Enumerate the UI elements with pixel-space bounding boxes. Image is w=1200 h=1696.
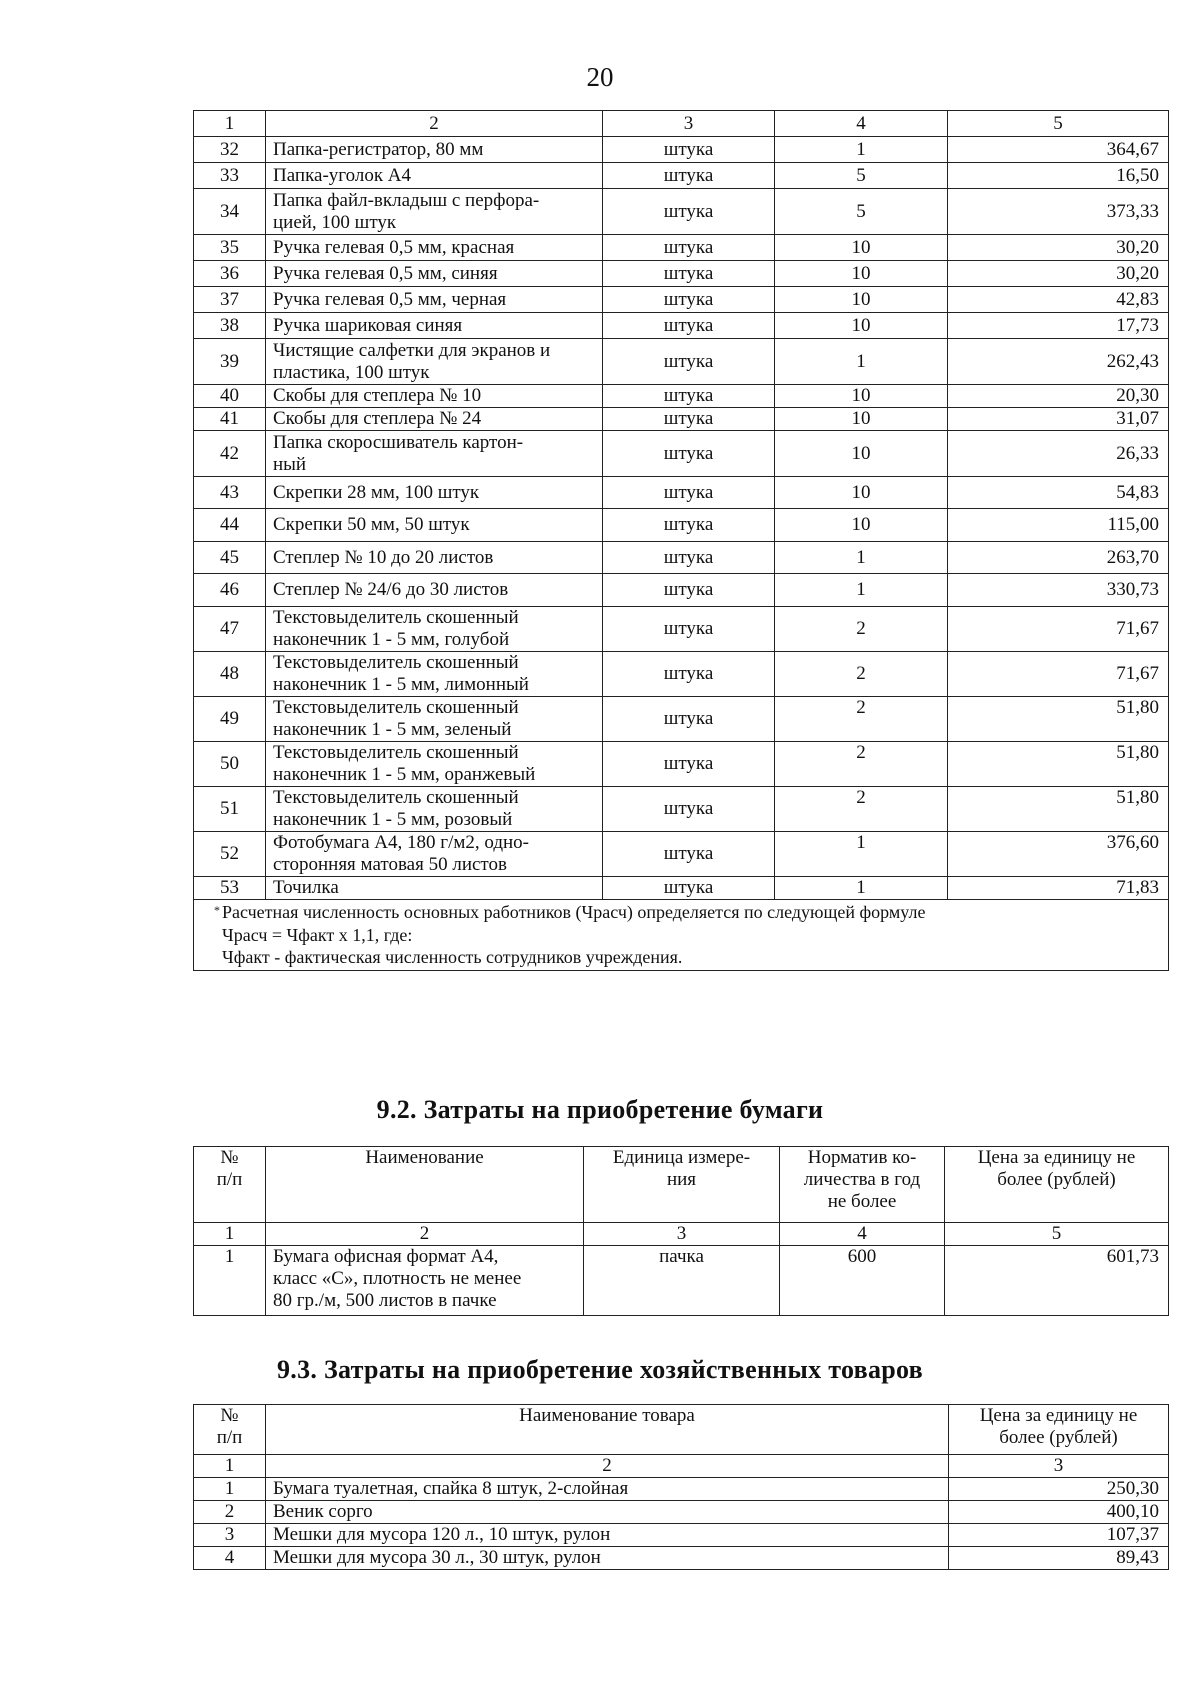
- price: 263,70: [948, 542, 1169, 574]
- item-name: [266, 137, 603, 163]
- row-number: 44: [194, 509, 266, 542]
- item-name-line: наконечник 1 - 5 мм, зеленый: [273, 719, 512, 740]
- price: 20,30: [948, 385, 1169, 408]
- item-name-line: цией, 100 штук: [273, 211, 397, 233]
- table-row: [194, 137, 1169, 163]
- item-name: Веник сорго: [266, 1501, 949, 1524]
- row-number: 32: [194, 137, 266, 163]
- unit: штука: [603, 163, 775, 189]
- item-name-line: Ручка гелевая 0,5 мм, синяя: [273, 262, 498, 284]
- column-number: 2: [266, 111, 603, 137]
- column-header-line: Цена за единицу не: [977, 1147, 1136, 1168]
- footnote: [194, 900, 1169, 971]
- item-name-line: Скрепки 50 мм, 50 штук: [273, 514, 470, 535]
- price: 107,37: [949, 1524, 1169, 1547]
- price: 54,83: [948, 477, 1169, 509]
- unit: штука: [603, 431, 775, 477]
- item-name: [266, 877, 603, 900]
- item-name-line: Ручка гелевая 0,5 мм, красная: [273, 236, 515, 258]
- column-number: 3: [584, 1223, 780, 1246]
- column-number: 2: [266, 1223, 584, 1246]
- quantity: 1: [775, 832, 948, 877]
- price: 71,67: [948, 652, 1169, 697]
- row-number: 48: [194, 652, 266, 697]
- paper-costs-table: [193, 1146, 1169, 1316]
- column-header-line: не более: [827, 1191, 897, 1212]
- price: 71,83: [948, 877, 1169, 900]
- quantity: 1: [775, 339, 948, 385]
- column-number: 4: [775, 111, 948, 137]
- price: 364,67: [948, 137, 1169, 163]
- item-name: [266, 477, 603, 509]
- quantity: 10: [775, 385, 948, 408]
- supplies-table-continued: [193, 110, 1169, 971]
- column-header: [194, 1405, 266, 1455]
- table-row: [194, 235, 1169, 261]
- unit: штука: [603, 787, 775, 832]
- column-number: 3: [949, 1455, 1169, 1478]
- column-number: 1: [194, 111, 266, 137]
- table-row: [194, 163, 1169, 189]
- column-number: 5: [948, 111, 1169, 137]
- item-name: Бумага туалетная, спайка 8 штук, 2-слойная: [266, 1478, 949, 1501]
- column-header: [266, 1405, 949, 1455]
- footnote-line: [214, 901, 1158, 924]
- table-row: [194, 509, 1169, 542]
- price: 250,30: [949, 1478, 1169, 1501]
- column-header: [945, 1147, 1169, 1223]
- item-name-line: Текстовыделитель скошенный: [273, 652, 519, 673]
- item-name-line: Фотобумага А4, 180 г/м2, одно-: [273, 832, 529, 853]
- price: 373,33: [948, 189, 1169, 235]
- quantity: 2: [775, 787, 948, 832]
- table-row: [194, 1246, 1169, 1316]
- item-name: [266, 261, 603, 287]
- item-name: [266, 189, 603, 235]
- table-row: [194, 607, 1169, 652]
- table-row: [194, 574, 1169, 607]
- column-header: [780, 1147, 945, 1223]
- row-number: 39: [194, 339, 266, 385]
- unit: штука: [603, 607, 775, 652]
- section-9-2-title: 9.2. Затраты на приобретение бумаги: [376, 1095, 824, 1124]
- price: 26,33: [948, 431, 1169, 477]
- row-number: 41: [194, 408, 266, 431]
- unit: штука: [603, 313, 775, 339]
- table-row: [194, 542, 1169, 574]
- quantity: 5: [775, 163, 948, 189]
- item-name-line: Папка скоросшиватель картон-: [273, 431, 524, 453]
- row-number: 36: [194, 261, 266, 287]
- column-header-line: ния: [666, 1169, 697, 1190]
- row-number: 3: [194, 1524, 266, 1547]
- price: 601,73: [945, 1246, 1169, 1316]
- item-name-line: наконечник 1 - 5 мм, розовый: [273, 809, 513, 830]
- table-row: [194, 408, 1169, 431]
- quantity: 1: [775, 574, 948, 607]
- price: 71,67: [948, 607, 1169, 652]
- quantity: 2: [775, 652, 948, 697]
- item-name: [266, 574, 603, 607]
- header-row: [194, 1147, 1169, 1223]
- footnote-asterisk: *: [214, 903, 220, 917]
- column-header-line: более (рублей): [997, 1169, 1116, 1190]
- unit: штука: [603, 542, 775, 574]
- quantity: 2: [775, 742, 948, 787]
- column-header-line: Наименование товара: [519, 1405, 695, 1426]
- row-number: 53: [194, 877, 266, 900]
- quantity: 10: [775, 261, 948, 287]
- row-number: 52: [194, 832, 266, 877]
- unit: штука: [603, 742, 775, 787]
- unit: пачка: [584, 1246, 780, 1316]
- table-row: [194, 697, 1169, 742]
- footnote-row: [194, 900, 1169, 971]
- item-name-line: 80 гр./м, 500 листов в пачке: [273, 1290, 497, 1311]
- column-header: [194, 1147, 266, 1223]
- column-number: 5: [945, 1223, 1169, 1246]
- unit: штука: [603, 697, 775, 742]
- column-header-line: п/п: [216, 1169, 243, 1190]
- price: 400,10: [949, 1501, 1169, 1524]
- row-number: 4: [194, 1547, 266, 1570]
- item-name: [266, 1246, 584, 1316]
- table-row: [194, 787, 1169, 832]
- quantity: 10: [775, 235, 948, 261]
- price: 30,20: [948, 235, 1169, 261]
- unit: штука: [603, 385, 775, 408]
- footnote-line: Чфакт - фактическая численность сотрудников учреждения.: [222, 947, 683, 967]
- table-row: [194, 742, 1169, 787]
- column-number: 1: [194, 1455, 266, 1478]
- quantity: 10: [775, 408, 948, 431]
- unit: штука: [603, 832, 775, 877]
- item-name-line: Степлер № 24/6 до 30 листов: [273, 579, 509, 600]
- item-name-line: сторонняя матовая 50 листов: [273, 854, 507, 875]
- item-name: [266, 652, 603, 697]
- quantity: 5: [775, 189, 948, 235]
- quantity: 1: [775, 542, 948, 574]
- row-number: 46: [194, 574, 266, 607]
- column-header-line: Цена за единицу не: [979, 1405, 1138, 1426]
- item-name: [266, 313, 603, 339]
- price: 89,43: [949, 1547, 1169, 1570]
- footnote-text: Расчетная численность основных работников (Чрасч) определяется по следующей формуле: [222, 902, 926, 922]
- item-name-line: Бумага офисная формат А4,: [273, 1246, 499, 1267]
- row-number: 43: [194, 477, 266, 509]
- price: 42,83: [948, 287, 1169, 313]
- table-row: [194, 1478, 1169, 1501]
- quantity: 10: [775, 477, 948, 509]
- price: 262,43: [948, 339, 1169, 385]
- unit: штука: [603, 877, 775, 900]
- row-number: 33: [194, 163, 266, 189]
- item-name: [266, 163, 603, 189]
- item-name-line: Текстовыделитель скошенный: [273, 607, 519, 628]
- column-number-row: [194, 1455, 1169, 1478]
- section-9-3-title: 9.3. Затраты на приобретение хозяйственных товаров: [276, 1355, 924, 1384]
- row-number: 45: [194, 542, 266, 574]
- column-header-line: личества в год: [803, 1169, 921, 1190]
- table-row: [194, 652, 1169, 697]
- table-row: [194, 1501, 1169, 1524]
- unit: штука: [603, 287, 775, 313]
- price: 51,80: [948, 742, 1169, 787]
- table-row: [194, 832, 1169, 877]
- item-name-line: Ручка гелевая 0,5 мм, черная: [273, 288, 507, 310]
- household-goods-table: [193, 1404, 1169, 1570]
- row-number: 40: [194, 385, 266, 408]
- header-row: [194, 1405, 1169, 1455]
- item-name-line: Ручка шариковая синяя: [273, 314, 463, 336]
- item-name: [266, 832, 603, 877]
- unit: штука: [603, 574, 775, 607]
- unit: штука: [603, 652, 775, 697]
- table-row: [194, 1547, 1169, 1570]
- unit: штука: [603, 261, 775, 287]
- item-name-line: наконечник 1 - 5 мм, голубой: [273, 629, 510, 650]
- quantity: 10: [775, 287, 948, 313]
- item-name: [266, 742, 603, 787]
- item-name-line: Скрепки 28 мм, 100 штук: [273, 481, 480, 503]
- unit: штука: [603, 137, 775, 163]
- table-row: [194, 287, 1169, 313]
- item-name-line: наконечник 1 - 5 мм, оранжевый: [273, 764, 536, 785]
- column-header: [266, 1147, 584, 1223]
- item-name: [266, 385, 603, 408]
- quantity: 2: [775, 607, 948, 652]
- row-number: 2: [194, 1501, 266, 1524]
- item-name: [266, 235, 603, 261]
- column-header-line: Норматив ко-: [807, 1147, 917, 1168]
- item-name-line: Скобы для степлера № 24: [273, 408, 482, 429]
- item-name-line: Чистящие салфетки для экранов и: [273, 339, 551, 361]
- table-row: [194, 877, 1169, 900]
- row-number: 35: [194, 235, 266, 261]
- item-name-line: ный: [273, 453, 307, 475]
- quantity: 10: [775, 431, 948, 477]
- item-name: Мешки для мусора 30 л., 30 штук, рулон: [266, 1547, 949, 1570]
- row-number: 51: [194, 787, 266, 832]
- item-name: [266, 509, 603, 542]
- item-name-line: Папка файл-вкладыш с перфора-: [273, 189, 540, 211]
- column-header-line: Единица измере-: [612, 1147, 751, 1168]
- column-header: [584, 1147, 780, 1223]
- price: 376,60: [948, 832, 1169, 877]
- column-header: [949, 1405, 1169, 1455]
- quantity: 600: [780, 1246, 945, 1316]
- column-number: 4: [780, 1223, 945, 1246]
- row-number: 42: [194, 431, 266, 477]
- table-row: [194, 431, 1169, 477]
- item-name: [266, 787, 603, 832]
- quantity: 1: [775, 137, 948, 163]
- table-row: [194, 339, 1169, 385]
- price: 51,80: [948, 787, 1169, 832]
- page-number: 20: [586, 62, 614, 92]
- unit: штука: [603, 189, 775, 235]
- table-row: [194, 385, 1169, 408]
- footnote-line: Чрасч = Чфакт х 1,1, где:: [222, 924, 413, 945]
- column-header-line: п/п: [216, 1427, 243, 1448]
- item-name-line: Текстовыделитель скошенный: [273, 742, 519, 763]
- item-name: [266, 431, 603, 477]
- quantity: 2: [775, 697, 948, 742]
- item-name: [266, 607, 603, 652]
- item-name: [266, 408, 603, 431]
- table-row: [194, 189, 1169, 235]
- item-name-line: Степлер № 10 до 20 листов: [273, 546, 494, 568]
- row-number: 1: [194, 1246, 266, 1316]
- item-name-line: Текстовыделитель скошенный: [273, 787, 519, 808]
- item-name-line: Папка-уголок А4: [273, 164, 412, 186]
- unit: штука: [603, 509, 775, 542]
- item-name-line: Точилка: [273, 877, 339, 898]
- column-number: 3: [603, 111, 775, 137]
- price: 16,50: [948, 163, 1169, 189]
- column-number: 1: [194, 1223, 266, 1246]
- price: 30,20: [948, 261, 1169, 287]
- item-name: [266, 542, 603, 574]
- price: 51,80: [948, 697, 1169, 742]
- quantity: 10: [775, 313, 948, 339]
- item-name: [266, 339, 603, 385]
- table-row: [194, 313, 1169, 339]
- column-header-line: Наименование: [365, 1147, 484, 1168]
- column-header-line: №: [220, 1405, 239, 1426]
- column-number-row: [194, 111, 1169, 137]
- row-number: 38: [194, 313, 266, 339]
- price: 330,73: [948, 574, 1169, 607]
- column-number: 2: [266, 1455, 949, 1478]
- quantity: 10: [775, 509, 948, 542]
- table-row: [194, 261, 1169, 287]
- item-name-line: Текстовыделитель скошенный: [273, 697, 519, 718]
- item-name: Мешки для мусора 120 л., 10 штук, рулон: [266, 1524, 949, 1547]
- row-number: 47: [194, 607, 266, 652]
- row-number: 1: [194, 1478, 266, 1501]
- row-number: 49: [194, 697, 266, 742]
- column-header-line: более (рублей): [999, 1427, 1118, 1448]
- table-row: [194, 477, 1169, 509]
- unit: штука: [603, 408, 775, 431]
- item-name-line: класс «С», плотность не менее: [273, 1268, 522, 1289]
- table-row: [194, 1524, 1169, 1547]
- column-number-row: [194, 1223, 1169, 1246]
- item-name: [266, 697, 603, 742]
- price: 31,07: [948, 408, 1169, 431]
- row-number: 37: [194, 287, 266, 313]
- row-number: 34: [194, 189, 266, 235]
- item-name: [266, 287, 603, 313]
- unit: штука: [603, 339, 775, 385]
- item-name-line: Скобы для степлера № 10: [273, 385, 482, 406]
- unit: штука: [603, 477, 775, 509]
- row-number: 50: [194, 742, 266, 787]
- item-name-line: пластика, 100 штук: [273, 361, 430, 383]
- price: 115,00: [948, 509, 1169, 542]
- price: 17,73: [948, 313, 1169, 339]
- item-name-line: Папка-регистратор, 80 мм: [273, 138, 484, 160]
- column-header-line: №: [220, 1147, 239, 1168]
- quantity: 1: [775, 877, 948, 900]
- item-name-line: наконечник 1 - 5 мм, лимонный: [273, 674, 529, 695]
- unit: штука: [603, 235, 775, 261]
